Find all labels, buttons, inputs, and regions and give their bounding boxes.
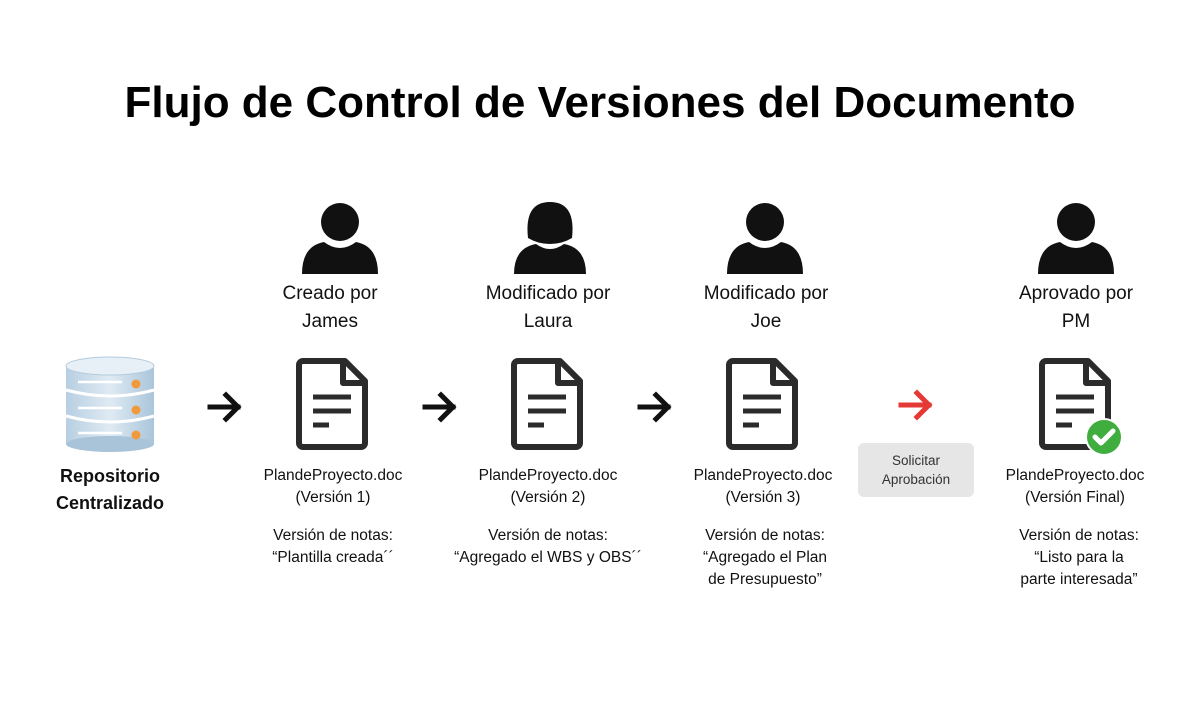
file-name-text: PlandeProyecto.doc <box>1005 467 1145 484</box>
file-name-text: PlandeProyecto.doc <box>263 467 403 484</box>
request-approval-button[interactable] <box>858 443 974 497</box>
version-notes <box>969 525 1189 591</box>
role-line2: PM <box>1061 311 1091 332</box>
file-name <box>448 465 648 509</box>
stage-role <box>976 280 1176 336</box>
notes-line2: parte interesada” <box>1020 571 1138 588</box>
approval-arrow-icon <box>897 388 937 422</box>
file-version: (Versión 3) <box>725 489 801 506</box>
notes-label: Versión de notas: <box>488 527 608 544</box>
document-icon <box>723 355 803 451</box>
file-version: (Versión 1) <box>295 489 371 506</box>
request-approval-line1: Solicitar <box>891 453 940 468</box>
person-icon <box>300 198 380 276</box>
document-icon <box>508 355 588 451</box>
file-name <box>233 465 433 509</box>
role-line2: Joe <box>750 311 782 332</box>
version-notes <box>438 525 658 569</box>
arrow-icon <box>636 390 676 424</box>
arrow-icon <box>206 390 246 424</box>
person-female-icon <box>510 198 590 276</box>
role-line1: Creado por <box>282 283 378 304</box>
stage-role <box>448 280 648 336</box>
notes-label: Versión de notas: <box>273 527 393 544</box>
role-line1: Modificado por <box>485 283 611 304</box>
request-approval-line2: Aprobación <box>881 472 951 487</box>
stage-role <box>230 280 430 336</box>
file-version: (Versión 2) <box>510 489 586 506</box>
diagram-title: Flujo de Control de Versiones del Documento <box>124 78 1076 127</box>
file-name <box>975 465 1175 509</box>
person-icon <box>725 198 805 276</box>
document-icon <box>293 355 373 451</box>
notes-label: Versión de notas: <box>1019 527 1139 544</box>
notes-line1: “Plantilla creada´´ <box>272 549 394 566</box>
notes-line1: “Agregado el Plan <box>702 549 828 566</box>
version-notes <box>655 525 875 591</box>
file-version: (Versión Final) <box>1025 489 1125 506</box>
database-icon <box>64 356 156 452</box>
repository-label-line1: Repositorio <box>59 466 160 486</box>
role-line1: Aprovado por <box>1018 283 1134 304</box>
version-notes <box>223 525 443 569</box>
person-icon <box>1036 198 1116 276</box>
check-icon <box>1085 418 1123 456</box>
file-name-text: PlandeProyecto.doc <box>478 467 618 484</box>
notes-line1: “Agregado el WBS y OBS´´ <box>454 549 642 566</box>
repository-label <box>20 463 200 517</box>
notes-label: Versión de notas: <box>705 527 825 544</box>
role-line2: James <box>302 311 358 332</box>
role-line1: Modificado por <box>703 283 829 304</box>
role-line2: Laura <box>523 311 573 332</box>
stage-role <box>666 280 866 336</box>
repository-label-line2: Centralizado <box>55 493 165 513</box>
notes-line1: “Listo para la <box>1034 549 1124 566</box>
arrow-icon <box>421 390 461 424</box>
file-name-text: PlandeProyecto.doc <box>693 467 833 484</box>
notes-line2: de Presupuesto” <box>708 571 822 588</box>
file-name <box>663 465 863 509</box>
